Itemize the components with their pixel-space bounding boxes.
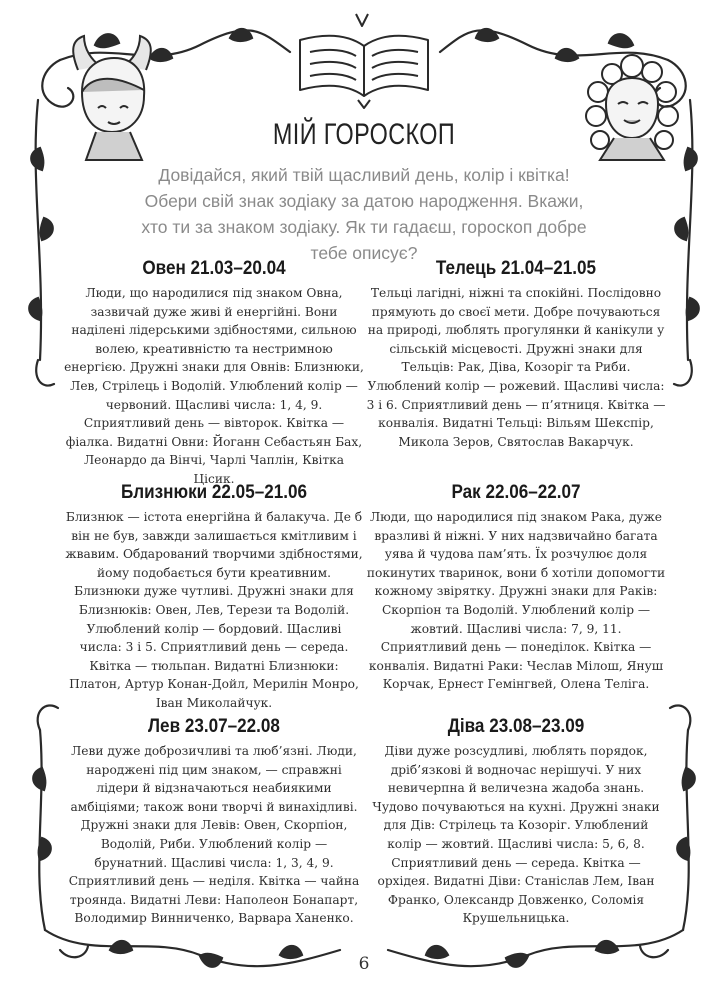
sign-heading: Телець 21.04–21.05 xyxy=(435,258,597,279)
sign-description: Діви дуже розсудливі, люблять порядок, дріб’язкові й водночас нерішучі. У них невичерпна й величезна жадоба знань. Чудово почуваються на кухні. Дружні знаки для Дів: Стрілець та Козоріг. Улюблений колір — жовтий. Щасливі числа: 5, 6, 8. Сприятливий день — середа. Квітка — орхідея. Видатні Діви: Станіслав Лем, Іван Франко, Олександр Довженко, Соломія Крушельницька. xyxy=(372,744,660,926)
sign-description: Люди, що народилися під знаком Рака, дуже вразливі й ніжні. У них надзвичайно багата уява й чудова пам’ять. Їх розчулює доля покинутих тваринок, вони б хотіли допомогти кожному звірятку. Дружні знаки для Раків: Скорпіон та Водолій. Улюблений колір — жовтий. Щасливі числа: 7, 9, 11. Сприятливий день — понеділок. Квітка — конвалія. Видатні Раки: Чеслав Мілош, Януш Корчак, Ернест Гемінгвей, Олена Теліга. xyxy=(366,510,666,692)
sign-description: Близнюк — істота енергійна й балакуча. Де б він не був, завжди залишається кмітливим і жвавим. Обдарований творчими здібностями, йому подобається бути креативним. Близнюки дуже чутливі. Дружні знаки для Близнюків: Овен, Лев, Терези та Водолій. Улюблений колір — бордовий. Щасливі числа: 3 і 5. Сприятливий день — середа. Квітка — тюльпан. Видатні Близнюки: Платон, Артур Конан-Дойл, Мерилін Монро, Іван Миколайчук. xyxy=(65,510,363,710)
sign-heading: Рак 22.06–22.07 xyxy=(451,482,581,503)
sign-description: Тельці лагідні, ніжні та спокійні. Послідовно прямують до своєї мети. Добре почуваються на природі, люблять прогулянки й канікули у сільській місцевості. Дружні знаки для Тельців: Рак, Діва, Козоріг та Риби. Улюблений колір — рожевий. Щасливі числа: 3 і 6. Сприятливий день — п’ятниця. Квітка — конвалія. Видатні Тельці: Вільям Шекспір, Микола Зеров, Святослав Вакарчук. xyxy=(366,286,666,449)
sign-heading: Діва 23.08–23.09 xyxy=(447,716,585,737)
sign-cancer xyxy=(366,482,666,694)
sign-heading: Лев 23.07–22.08 xyxy=(148,716,280,737)
page-number: 6 xyxy=(358,954,370,974)
sign-aries xyxy=(64,258,364,489)
sign-heading: Овен 21.03–20.04 xyxy=(142,258,286,279)
sign-leo xyxy=(64,716,364,928)
sign-description: Леви дуже доброзичливі та люб’язні. Люди, народжені під цим знаком, — справжні лідери й відзначаються неабиякими амбіціями; також вони творчі й винахідливі. Дружні знаки для Левів: Овен, Скорпіон, Водолій, Риби. Улюблений колір — брунатний. Щасливі числа: 1, 3, 4, 9. Сприятливий день — неділя. Квітка — чайна троянда. Видатні Леви: Наполеон Бонапарт, Володимир Винниченко, Варвара Ханенко. xyxy=(68,744,360,926)
sign-description: Люди, що народилися під знаком Овна, зазвичай дуже живі й енергійні. Вони наділені лідерськими здібностями, сильною волею, креативністю та нестримною енергією. Дружні знаки для Овнів: Близнюки, Лев, Стрілець і Водолій. Улюблений колір — червоний. Щасливі числа: 1, 4, 9. Сприятливий день — вівторок. Квітка — фіалка. Видатні Овни: Йоганн Себастьян Бах, Леонардо да Вінчі, Чарлі Чаплін, Квітка Цісик. xyxy=(64,286,364,486)
page-title: МІЙ ГОРОСКОП xyxy=(272,118,456,151)
sign-heading: Близнюки 22.05–21.06 xyxy=(120,482,308,503)
sign-virgo xyxy=(366,716,666,928)
sign-gemini xyxy=(64,482,364,713)
intro-text: Довідайся, який твій щасливий день, колір і квітка! Обери свій знак зодіаку за датою народження. Вкажи, хто ти за знаком зодіаку. Як ти гадаєш, гороскоп добре тебе описує? xyxy=(141,165,587,263)
sign-taurus xyxy=(366,258,666,451)
